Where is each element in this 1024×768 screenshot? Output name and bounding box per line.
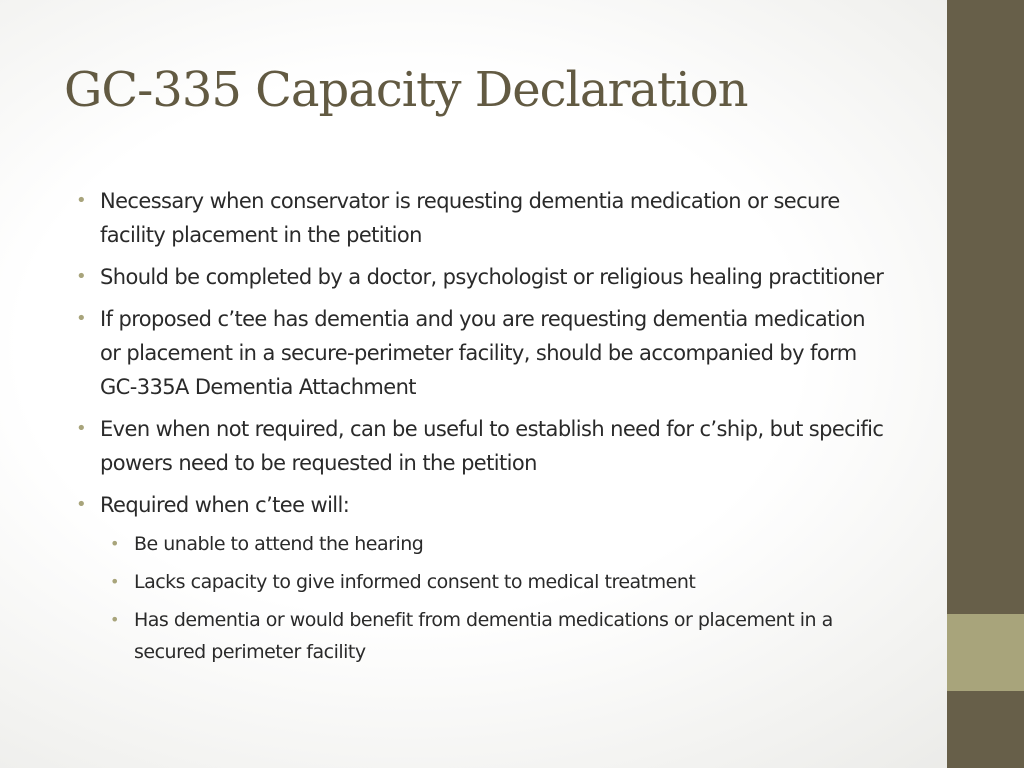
sub-bullet-item [110, 604, 886, 668]
sub-bullet-item [110, 528, 886, 560]
bullet-dot-icon: • [76, 308, 87, 329]
bullet-text: If proposed c’tee has dementia and you are requesting dementia medication or placement in a secure-perimeter facility, should be accompanied by form GC-335A Dementia Attachment [100, 307, 865, 399]
bullet-text: Necessary when conservator is requesting dementia medication or secure facility placement in the petition [100, 189, 840, 247]
bullet-dot-icon: • [76, 266, 87, 287]
sub-bullet-text: Be unable to attend the hearing [134, 533, 424, 555]
bullet-item [76, 488, 886, 668]
sub-bullet-text: Lacks capacity to give informed consent to medical treatment [134, 571, 696, 593]
bullet-list [76, 184, 886, 676]
sidebar-accent-block [947, 614, 1024, 691]
slide-title: GC-335 Capacity Declaration [64, 62, 748, 118]
bullet-dot-icon: • [76, 494, 87, 515]
bullet-text: Should be completed by a doctor, psychologist or religious healing practitioner [100, 265, 884, 289]
bullet-text: Even when not required, can be useful to establish need for c’ship, but specific powers need to be requested in the petition [100, 417, 884, 475]
sub-bullet-dot-icon: • [110, 572, 119, 591]
sub-bullet-item [110, 566, 886, 598]
bullet-dot-icon: • [76, 190, 87, 211]
bullet-item [76, 260, 886, 294]
sub-bullet-text: Has dementia or would benefit from dementia medications or placement in a secured perimeter facility [134, 609, 833, 663]
sub-bullet-dot-icon: • [110, 610, 119, 629]
sub-bullet-dot-icon: • [110, 534, 119, 553]
bullet-text: Required when c’tee will: [100, 493, 350, 517]
bullet-item [76, 412, 886, 480]
bullet-item [76, 184, 886, 252]
sub-bullet-list [110, 528, 886, 668]
bullet-item [76, 302, 886, 404]
bullet-dot-icon: • [76, 418, 87, 439]
